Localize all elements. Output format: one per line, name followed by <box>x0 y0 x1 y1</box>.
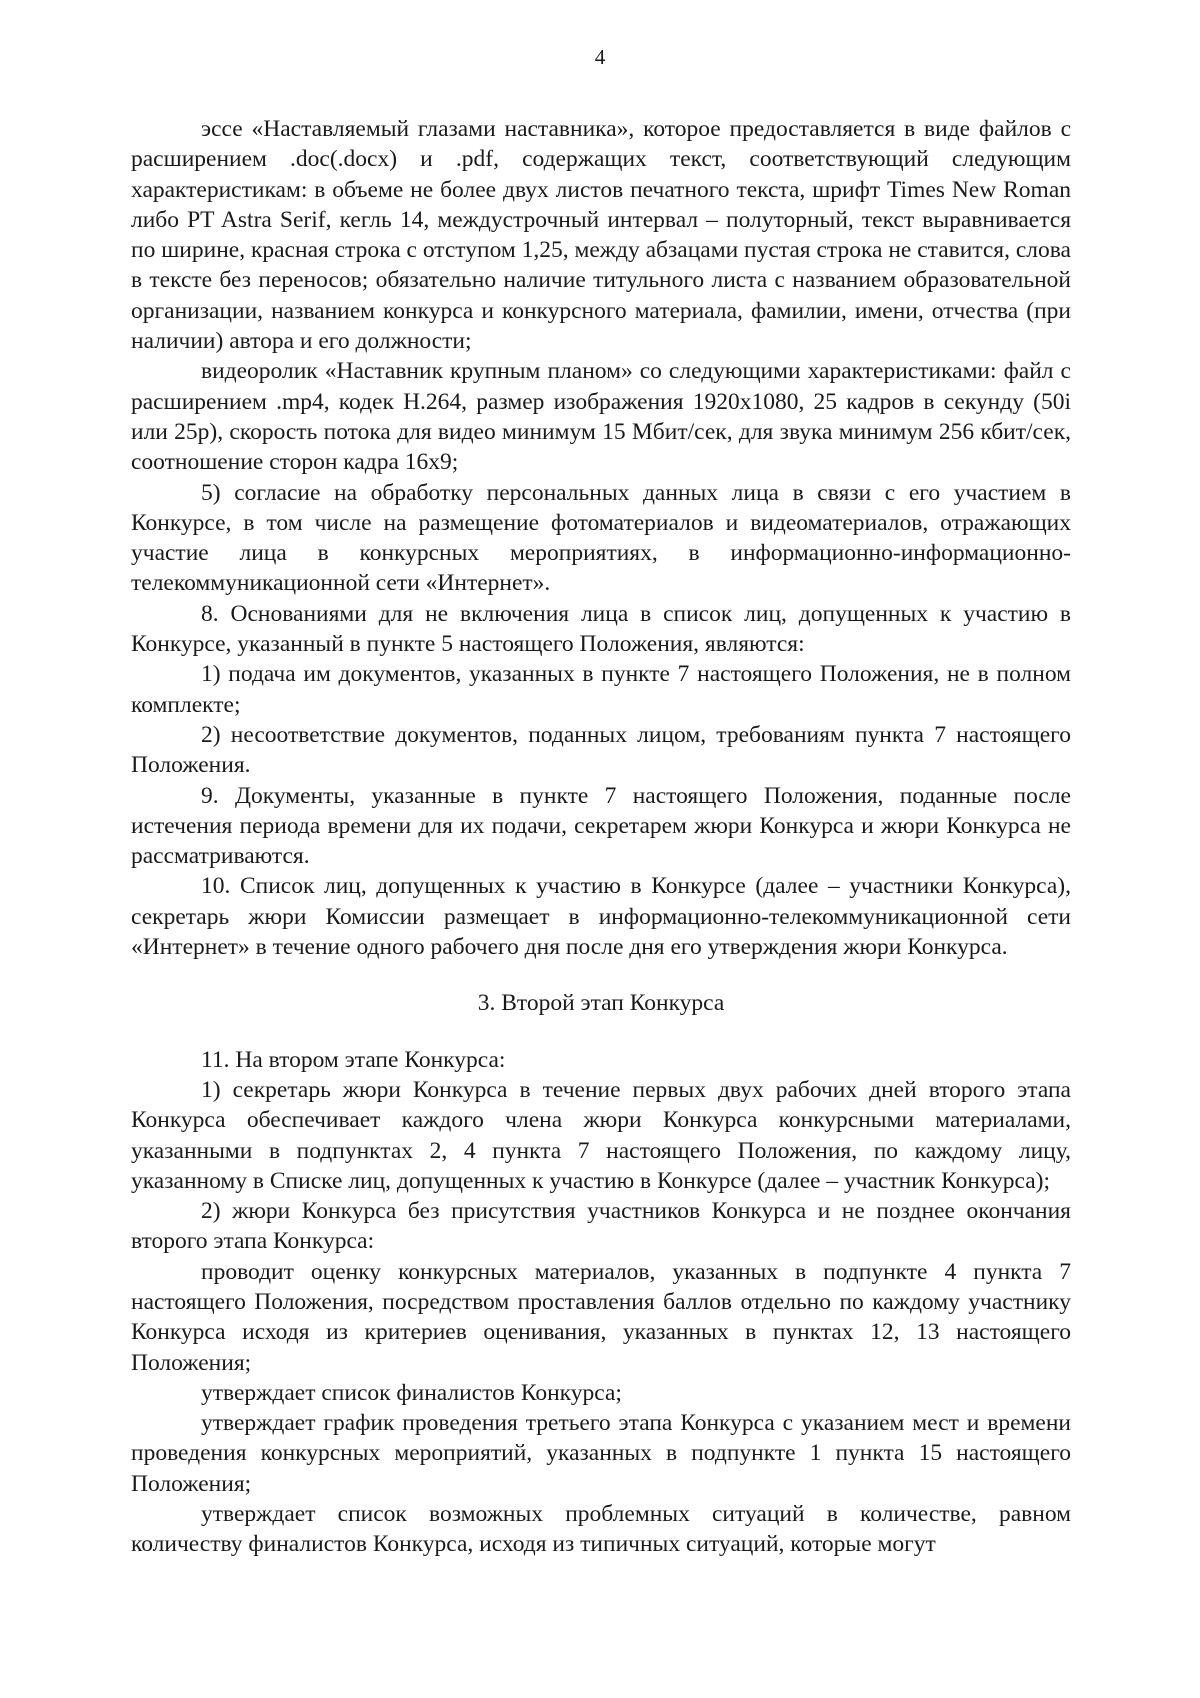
paragraph-item-9: 9. Документы, указанные в пункте 7 настоящего Положения, поданные после истечения периода времени для их подачи, секретарем жюри Конкурса и жюри Конкурса не рассматриваются. <box>131 782 1071 870</box>
paragraph-essay: эссе «Наставляемый глазами наставника», которое предоставляется в виде файлов с расширением .doc(.docx) и .pdf, содержащих текст, соответствующий следующим характеристикам: в объеме не более двух листов печатного текста, шрифт Times New Roman либо PT Astra Serif, кегль 14, междустрочный интервал – полуторный, текст выравнивается по ширине, красная строка с отступом 1,25, между абзацами пустая строка не ставится, слова в тексте без переносов; обязательно наличие титульного листа с названием образовательной организации, названием конкурса и конкурсного материала, фамилии, имени, отчества (при наличии) автора и его должности; <box>131 116 1071 355</box>
paragraph-finalists: утверждает список финалистов Конкурса; <box>201 1379 622 1406</box>
paragraph-item-11: 11. На втором этапе Конкурса: <box>201 1046 506 1073</box>
paragraph-video: видеоролик «Наставник крупным планом» со следующими характеристиками: файл с расширением .mp4, кодек H.264, размер изображения 1920x1080, 25 кадров в секунду (50i или 25p), скорость потока для видео минимум 15 Мбит/сек, для звука минимум 256 кбит/сек, соотношение сторон кадра 16x9; <box>131 358 1071 476</box>
page-number: 4 <box>594 45 606 69</box>
paragraph-problem-situations: утверждает список возможных проблемных ситуаций в количестве, равном количеству финалистов Конкурса, исходя из типичных ситуаций, которые могут <box>131 1501 1071 1558</box>
paragraph-item-8: 8. Основаниями для не включения лица в список лиц, допущенных к участию в Конкурсе, указанный в пункте 5 настоящего Положения, являются: <box>131 600 1071 658</box>
paragraph-item-10: 10. Список лиц, допущенных к участию в Конкурсе (далее – участники Конкурса), секретарь жюри Комиссии размещает в информационно-телекоммуникационной сети «Интернет» в течение одного рабочего дня после дня его утверждения жюри Конкурса. <box>131 873 1071 961</box>
document-body <box>131 114 1071 1560</box>
paragraph-item-11-2: 2) жюри Конкурса без присутствия участников Конкурса и не позднее окончания второго этапа Конкурса: <box>131 1198 1071 1255</box>
paragraph-item-8-1: 1) подача им документов, указанных в пункте 7 настоящего Положения, не в полном комплекте; <box>131 661 1071 718</box>
paragraph-consent: 5) согласие на обработку персональных данных лица в связи с его участием в Конкурсе, в том числе на размещение фотоматериалов и видеоматериалов, отражающих участие лица в конкурсных мероприятиях, в информационно-информационно-телекоммуникационной сети «Интернет». <box>131 479 1071 597</box>
paragraph-schedule: утверждает график проведения третьего этапа Конкурса с указанием мест и времени проведения конкурсных мероприятий, указанных в подпункте 1 пункта 15 настоящего Положения; <box>131 1410 1071 1497</box>
paragraph-evaluation: проводит оценку конкурсных материалов, указанных в подпункте 4 пункта 7 настоящего Положения, посредством проставления баллов отдельно по каждому участнику Конкурса исходя из критериев оценивания, указанных в пунктах 12, 13 настоящего Положения; <box>131 1258 1071 1376</box>
paragraph-item-8-2: 2) несоответствие документов, поданных лицом, требованиям пункта 7 настоящего Положения. <box>131 721 1071 779</box>
paragraph-item-11-1: 1) секретарь жюри Конкурса в течение первых двух рабочих дней второго этапа Конкурса обеспечивает каждого члена жюри Конкурса конкурсными материалами, указанными в подпунктах 2, 4 пункта 7 настоящего Положения, по каждому лицу, указанному в Списке лиц, допущенных к участию в Конкурсе (далее – участник Конкурса); <box>131 1076 1071 1194</box>
section-heading: 3. Второй этап Конкурса <box>477 990 725 1017</box>
